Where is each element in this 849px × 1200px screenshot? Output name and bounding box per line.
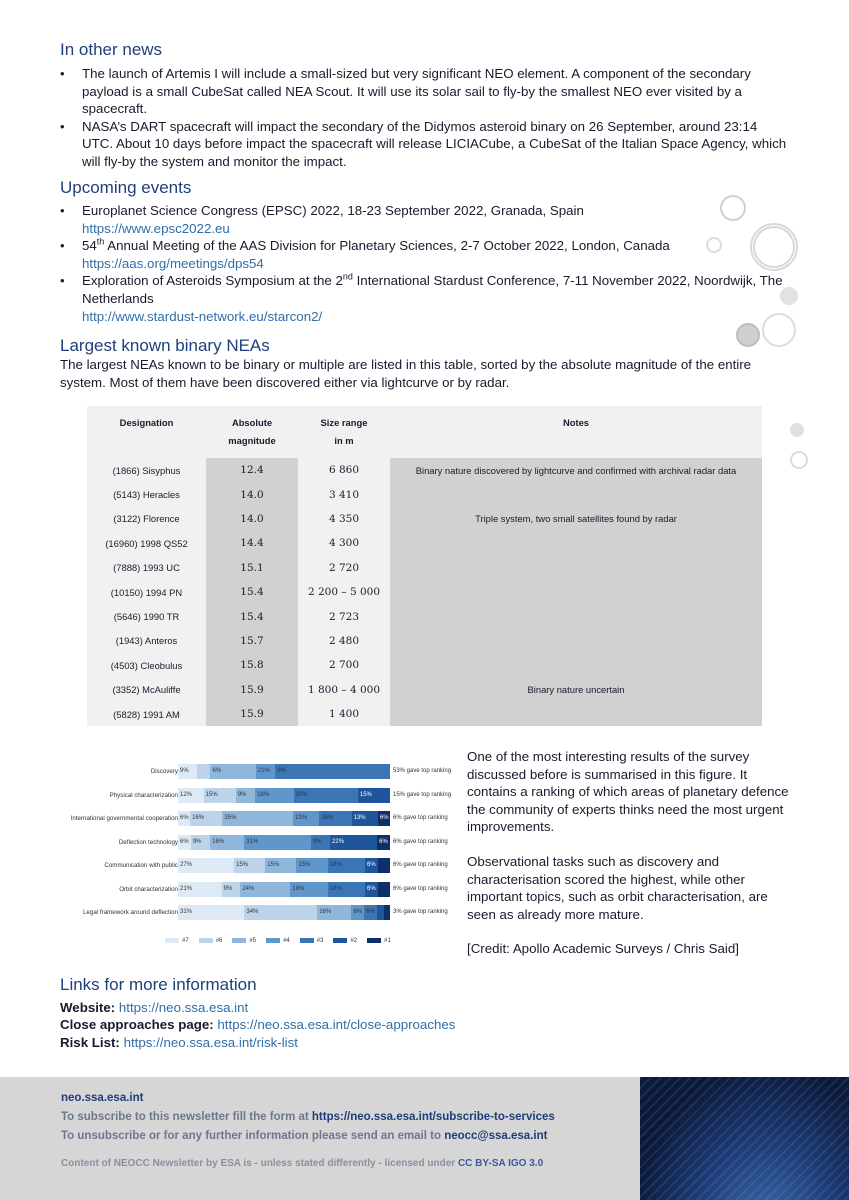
designation-cell: (16960) 1998 QS52 [105,537,188,549]
chart-bar-segment: 31% [178,905,244,920]
magnitude-cell: 15.4 [206,604,298,628]
table-row [87,678,762,702]
chart-bar-segment: 6% [210,764,255,779]
credit-line: [Credit: Apollo Academic Surveys / Chris Said] [467,941,739,957]
website-link[interactable]: https://neo.ssa.esa.int [118,1000,249,1015]
unsubscribe-line [61,1127,555,1146]
license-link[interactable]: CC BY-SA IGO 3.0 [457,1158,544,1169]
size-cell: 2 723 [328,610,360,623]
size-cell: 4 300 [328,537,360,550]
legend-item [300,938,324,944]
legend-swatch [266,938,280,943]
size-cell: 2 480 [328,634,360,647]
chart-bar-segment: 9% [275,764,390,779]
superscript: nd [342,271,353,282]
legend-label: #6 [215,938,223,945]
size-cell: 4 350 [328,512,360,525]
license-line [61,1158,543,1169]
list-item [60,272,790,325]
chart-bar-segment [378,882,390,897]
chart-annotation: 6% gave top ranking [393,885,448,892]
chart-annotation: 6% gave top ranking [393,815,448,821]
designation-cell: (5828) 1991 AM [113,708,180,720]
chart-bar-segment: 15% [204,788,236,803]
link-row [60,999,455,1016]
legend-label: #5 [249,938,257,945]
notes-cell: Binary nature discovered by lightcurve and confirmed with archival radar data [390,458,762,482]
subscribe-link[interactable]: https://neo.ssa.esa.int/subscribe-to-services [311,1111,555,1123]
survey-ranking-chart [70,758,470,953]
section-heading: In other news [60,40,163,59]
table-row [87,580,762,604]
header-line: Absolute [231,417,273,428]
list-item [60,237,790,272]
chart-bar-segment [197,764,210,779]
size-cell: 2 720 [328,561,360,574]
link-label: Risk List: [60,1034,120,1050]
chart-bar-segment [378,858,390,873]
header-line: in m [334,435,354,446]
superscript: th [96,236,105,247]
list-item [60,202,790,237]
event-text: Europlanet Science Congress (EPSC) 2022, 18-23 September 2022, Granada, Spain [82,203,584,218]
chart-category-label: Legal framework around deflection [83,909,178,916]
legend-swatch [232,938,246,943]
chart-bar-segment: 9% [178,764,197,779]
chart-bar-segment: 6% [365,858,377,873]
event-text-prefix: 54 [82,238,97,254]
designation-cell: (1866) Sisyphus [112,464,181,476]
notes-cell [390,629,762,653]
chart-bar-segment: 9% [311,835,330,850]
intro-paragraph: The largest NEAs known to be binary or multiple are listed in this table, sorted by the absolute magnitude of the entire system. Most of them have been discovered either via lightcurve or by radar. [60,357,752,390]
chart-legend [165,938,401,944]
upcoming-events-section [60,178,790,325]
header-line: magnitude [228,435,276,446]
size-cell: 2 700 [328,659,360,672]
legend-label: #4 [283,938,290,945]
section-heading: Upcoming events [60,178,192,197]
chart-bar-segment: 16% [210,835,244,850]
chart-bar-segment: 27% [178,858,234,873]
table-row [87,531,762,555]
event-link[interactable]: http://www.stardust-network.eu/starcon2/ [82,308,323,324]
chart-annotation: 15% gave top ranking [393,791,452,798]
chart-bar-segment: 15% [234,858,265,873]
footer-text [61,1089,555,1146]
table-row [87,482,762,506]
list-item: • NASA’s DART spacecraft will impact the secondary of the Didymos asteroid binary on 26 September, around 23:14 UTC. About 10 days before impact the spacecraft will release LICIACube, a CubeSat of the Italian Space Agency, which will fly-by the system and monitor the impact. [60,118,790,171]
chart-category-label: International governmental cooperation [70,815,178,822]
list-item: • The launch of Artemis I will include a small-sized but very significant NEO element. A component of the secondary payload is a small CubeSat called NEA Scout. It will use its solar sail to fly-by the smallest NEO ever visited by a spacecraft. [60,65,790,118]
table-row [87,507,762,531]
table-body [87,458,762,726]
header-line: Size range [320,417,368,428]
binary-neas-table [87,406,762,726]
size-cell: 2 200 – 5 000 [307,586,381,599]
designation-cell: (3122) Florence [113,513,180,525]
chart-bar-segment: 24% [240,882,290,897]
chart-bar-segment: 16% [319,811,351,826]
chart-annotation: 53% gave top ranking [393,768,452,774]
legend-label: #3 [316,938,324,945]
paragraph: Observational tasks such as discovery and characterisation scored the highest, while other important topics, such as orbit characterisation, are seen as already more mature. [467,853,768,922]
news-list [60,65,790,171]
column-header-size [298,406,390,458]
chart-bar-segment: 9% [236,788,255,803]
notes-cell [390,604,762,628]
legend-item [199,938,223,944]
table-header-row [87,406,762,458]
legend-swatch [165,938,179,943]
designation-cell: (5646) 1990 TR [113,611,180,623]
license-text: Content of NEOCC Newsletter by ESA is - unless stated differently - licensed under [61,1158,458,1169]
event-text-prefix: Exploration of Asteroids Symposium at the 2 [82,273,343,289]
designation-cell: (4503) Cleobulus [110,659,183,671]
risk-list-link[interactable]: https://neo.ssa.esa.int/risk-list [123,1034,298,1050]
footer [0,1077,849,1200]
chart-category-label: Orbit characterization [119,885,178,893]
chart-category-label: Communication with public [104,862,178,869]
magnitude-cell: 15.4 [206,580,298,604]
notes-cell: Triple system, two small satellites found by radar [390,507,762,531]
chart-bar-segment: 13% [352,811,378,826]
unsubscribe-text: To unsubscribe or for any further information please send an email to [61,1130,445,1142]
magnitude-cell: 14.4 [206,531,298,555]
notes-cell [390,580,762,604]
paragraph: One of the most interesting results of the survey discussed before is summarised in this figure. It contains a ranking of which areas of planetary defence the community of experts thinks need the most urgent improvements. [467,749,789,835]
legend-label: #1 [384,938,391,945]
in-other-news-section [60,40,790,171]
chart-annotation: 3% gave top ranking [393,909,448,915]
column-header-designation: Designation [119,417,174,428]
chart-bar-segment: 6% [351,905,364,920]
magnitude-cell: 15.9 [206,678,298,702]
column-header-notes: Notes [562,417,590,428]
subscribe-line [61,1108,555,1127]
designation-cell: (5143) Heracles [113,489,180,501]
chart-bar-segment: 6% [178,835,191,850]
notes-cell [390,482,762,506]
designation-cell: (10150) 1994 PN [110,586,183,598]
chart-bar-segment: 18% [328,882,365,897]
site-link[interactable]: neo.ssa.esa.int [61,1092,144,1104]
legend-swatch [300,938,314,943]
size-cell: 1 400 [328,708,360,721]
section-heading: Largest known binary NEAs [60,336,270,355]
chart-category-label: Physical characterization [109,791,178,799]
links-section [60,975,455,1051]
chart-bar-segment: 6% [365,882,377,897]
notes-cell [390,531,762,555]
chart-bar-segment: 18% [328,858,365,873]
magnitude-cell: 15.8 [206,653,298,677]
legend-swatch [333,938,347,943]
size-cell: 3 410 [328,488,360,501]
legend-label: #2 [350,938,358,945]
subscribe-text: To subscribe to this newsletter fill the form at [61,1111,312,1123]
section-heading: Links for more information [60,975,257,994]
chart-bar-segment: 6% [377,835,390,850]
events-list [60,202,790,325]
chart-bar-segment: 9% [191,835,210,850]
chart-bar-segment: 31% [244,835,310,850]
chart-bar-segment: 18% [290,882,327,897]
chart-bar-segment: 35% [222,811,293,826]
chart-bar-segment: 13% [293,811,319,826]
notes-cell [390,556,762,580]
event-text: International Stardust Conference, 7-11 November 2022, Noordwijk, The Netherlands [82,273,783,306]
chart-bar-segment: 21% [178,882,222,897]
table-row [87,556,762,580]
link-label: Close approaches page: [60,1017,214,1033]
chart-bar-segment: 6% [378,811,390,826]
chart-bar-segment: 6% [178,811,190,826]
chart-bar-segment [384,905,390,920]
chart-bar-segment: 15% [265,858,296,873]
chart-bar-segment: 30% [294,788,358,803]
table-row [87,458,762,482]
chart-bar-segment: 6% [364,905,377,920]
table-row [87,604,762,628]
size-cell: 6 860 [328,464,360,477]
link-label: Website: [60,1000,116,1015]
chart-bar-segment: 22% [330,835,377,850]
notes-cell [390,702,762,726]
event-link[interactable]: https://www.epsc2022.eu [82,220,230,236]
link-row [60,1016,455,1033]
event-link[interactable]: https://aas.org/meetings/dps54 [82,255,264,271]
designation-cell: (7888) 1993 UC [113,562,180,574]
chart-bar-segment: 16% [317,905,351,920]
legend-item [367,938,391,944]
chart-bar-segment: 12% [178,788,204,803]
binary-neas-section [60,336,790,391]
chart-bar-segment: 15% [296,858,327,873]
close-approaches-link[interactable]: https://neo.ssa.esa.int/close-approaches [217,1017,456,1033]
chart-annotation: 6% gave top ranking [393,862,448,868]
designation-cell: (1943) Anteros [115,635,178,647]
notes-cell [390,653,762,677]
chart-bar-segment: 16% [190,811,222,826]
legend-label: #7 [182,938,189,945]
legend-swatch [367,938,381,943]
legend-item [232,938,256,944]
chart-bar-segment: 18% [255,788,294,803]
chart-bar-segment: 34% [244,905,317,920]
email-link[interactable]: neocc@ssa.esa.int [444,1130,548,1142]
survey-description [467,748,797,975]
event-text: Annual Meeting of the AAS Division for Planetary Sciences, 2-7 October 2022, London, Canada [104,238,670,254]
column-header-magnitude [206,406,298,458]
chart-category-label: Deflection technology [118,838,178,846]
legend-swatch [199,938,213,943]
magnitude-cell: 15.1 [206,556,298,580]
designation-cell: (3352) McAuliffe [112,684,181,696]
magnitude-cell: 12.4 [206,458,298,482]
magnitude-cell: 14.0 [206,482,298,506]
notes-cell: Binary nature uncertain [390,678,762,702]
legend-item [333,938,357,944]
legend-item [165,938,189,944]
table-row [87,702,762,726]
chart-bar-segment: 15% [358,788,390,803]
chart-bar-segment: 21% [256,764,275,779]
magnitude-cell: 15.9 [206,702,298,726]
link-row [60,1034,455,1051]
table-row [87,653,762,677]
table-row [87,629,762,653]
chart-annotation: 6% gave top ranking [393,838,448,845]
chart-bar-segment: 9% [222,882,241,897]
chart-category-label: Discovery [150,768,178,775]
magnitude-cell: 14.0 [206,507,298,531]
size-cell: 1 800 – 4 000 [307,683,381,696]
earth-network-image [640,1077,849,1200]
magnitude-cell: 15.7 [206,629,298,653]
legend-item [266,938,290,944]
